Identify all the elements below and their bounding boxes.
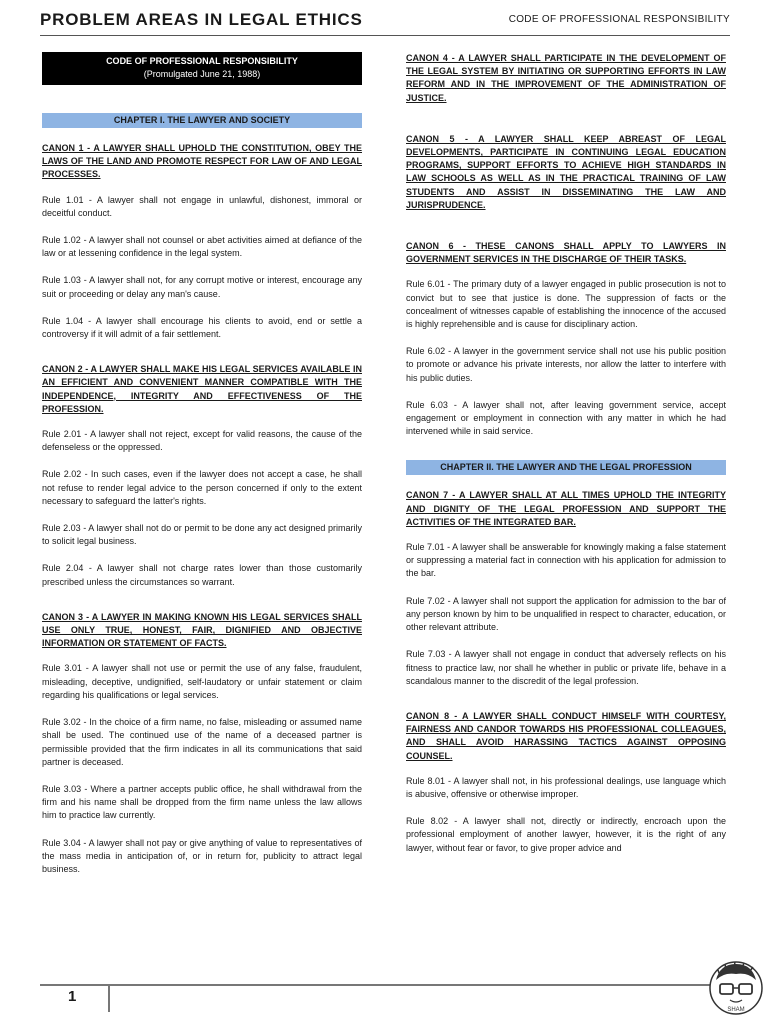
header-title: PROBLEM AREAS IN LEGAL ETHICS [40, 10, 363, 29]
left-column [42, 52, 362, 890]
canon-heading: CANON 6 - THESE CANONS SHALL APPLY TO LAWYERS IN GOVERNMENT SERVICES IN THE DISCHARGE OF THEIR TASKS. [406, 241, 726, 265]
rule-paragraph: Rule 3.04 - A lawyer shall not pay or give anything of value to representatives of the mass media in anticipation of, or in return for, publicity to attract legal business. [42, 837, 362, 874]
logo-text: SHAM [727, 1007, 745, 1013]
document-title-box [42, 52, 362, 85]
rule-paragraph: Rule 7.02 - A lawyer shall not support the application for admission to the bar of any person known by him to be unqualified in respect to character, education, or other relevant attribute. [406, 595, 726, 633]
document-title: CODE OF PROFESSIONAL RESPONSIBILITY [106, 56, 298, 66]
rule-paragraph: Rule 8.01 - A lawyer shall not, in his professional dealings, use language which is abusive, offensive or otherwise improper. [406, 775, 726, 799]
rule-paragraph: Rule 8.02 - A lawyer shall not, directly or indirectly, encroach upon the professional employment of another lawyer, however, it is the right of any lawyer, without fear or favor, to give proper advice and [406, 816, 726, 853]
rule-paragraph: Rule 2.04 - A lawyer shall not charge rates lower than those customarily prescribed unless the circumstances so warrant. [42, 563, 362, 587]
rule-paragraph: Rule 6.02 - A lawyer in the government service shall not use his public position to promote or advance his private interests, nor allow the latter to interfere with his public duties. [406, 346, 726, 383]
document-subtitle: (Promulgated June 21, 1988) [143, 69, 261, 79]
rule-paragraph: Rule 1.02 - A lawyer shall not counsel or abet activities aimed at defiance of the law or at lessening confidence in the legal system. [42, 235, 362, 259]
rule-paragraph: Rule 2.03 - A lawyer shall not do or permit to be done any act designed primarily to solicit legal business. [42, 523, 362, 547]
rule-paragraph: Rule 2.02 - In such cases, even if the lawyer does not accept a case, he shall not refuse to render legal advice to the person concerned if only to the extent necessary to safeguard the latter's rights. [42, 469, 362, 506]
page-header [40, 8, 730, 38]
rule-paragraph: Rule 1.03 - A lawyer shall not, for any corrupt motive or interest, encourage any suit or proceeding or delay any man's cause. [42, 275, 362, 299]
canon-heading: CANON 2 - A LAWYER SHALL MAKE HIS LEGAL SERVICES AVAILABLE IN AN EFFICIENT AND CONVENIENT MANNER COMPATIBLE WITH THE INDEPENDENCE, INTEGRITY AND EFFECTIVENESS OF THE PROFESSION. [42, 364, 362, 414]
chapter-heading-2: CHAPTER II. THE LAWYER AND THE LEGAL PROFESSION [406, 460, 726, 475]
page-number: 1 [68, 988, 77, 1005]
section-gap [42, 603, 362, 611]
canon-heading: CANON 8 - A LAWYER SHALL CONDUCT HIMSELF WITH COURTESY, FAIRNESS AND CANDOR TOWARDS HIS PROFESSIONAL COLLEAGUES, AND SHALL AVOID HARASSING TACTICS AGAINST OPPOSING COUNSEL. [406, 710, 726, 761]
rule-paragraph: Rule 3.02 - In the choice of a firm name, no false, misleading or assumed name shall be used. The continued use of the name of a deceased partner is permissible provided that the firm indicates in all its communications that said partner is deceased. [42, 717, 362, 767]
right-column [406, 52, 726, 869]
rule-paragraph: Rule 7.01 - A lawyer shall be answerable for knowingly making a false statement or suppressing a material fact in connection with his application for admission to the bar. [406, 542, 726, 579]
section-gap [406, 224, 726, 232]
rule-paragraph: Rule 1.01 - A lawyer shall not engage in unlawful, dishonest, immoral or deceitful conduct. [42, 194, 362, 218]
caricature-logo-icon [708, 958, 764, 1020]
section-gap [406, 117, 726, 125]
canon-heading: CANON 3 - A LAWYER IN MAKING KNOWN HIS LEGAL SERVICES SHALL USE ONLY TRUE, HONEST, FAIR, DIGNIFIED AND OBJECTIVE INFORMATION OR STATEMENT OF FACTS. [42, 611, 362, 649]
section-gap [42, 355, 362, 363]
rule-paragraph: Rule 3.03 - Where a partner accepts public office, he shall withdrawal from the firm and his name shall be dropped from the firm name unless the law allows him to practice law currently. [42, 783, 362, 821]
canon-heading: CANON 1 - A LAWYER SHALL UPHOLD THE CONSTITUTION, OBEY THE LAWS OF THE LAND AND PROMOTE RESPECT FOR LAW OF AND LEGAL PROCESSES. [42, 143, 362, 180]
rule-paragraph: Rule 2.01 - A lawyer shall not reject, except for valid reasons, the cause of the defenseless or the oppressed. [42, 429, 362, 453]
section-gap [406, 702, 726, 710]
rule-paragraph: Rule 7.03 - A lawyer shall not engage in conduct that adversely reflects on his fitness to practice law, nor shall he whether in public or private life, behave in a scandalous manner to the discredit of the legal profession. [406, 649, 726, 686]
rule-paragraph: Rule 3.01 - A lawyer shall not use or permit the use of any false, fraudulent, misleading, deceptive, undignified, self-laudatory or unfair statement or claim regarding his qualifications or legal services. [42, 663, 362, 700]
canon-heading: CANON 7 - A LAWYER SHALL AT ALL TIMES UPHOLD THE INTEGRITY AND DIGNITY OF THE LEGAL PROFESSION AND SUPPORT THE ACTIVITIES OF THE INTEGRATED BAR. [406, 490, 726, 527]
page-number-divider [108, 984, 110, 1012]
chapter-heading-1: CHAPTER I. THE LAWYER AND SOCIETY [42, 113, 362, 128]
canon-heading: CANON 5 - A LAWYER SHALL KEEP ABREAST OF LEGAL DEVELOPMENTS, PARTICIPATE IN CONTINUING LEGAL EDUCATION PROGRAMS, SUPPORT EFFORTS TO ACHIEVE HIGH STANDARDS IN LAW SCHOOLS AS WELL AS IN THE PRACTICAL TRAINING OF LAW STUDENTS AND ASSIST IN DISSEMINATING THE LAW AND JURISPRUDENCE. [406, 133, 726, 210]
rule-paragraph: Rule 6.03 - A lawyer shall not, after leaving government service, accept engagement or employment in connection with any matter in which he had intervened while in said service. [406, 399, 726, 437]
rule-paragraph: Rule 6.01 - The primary duty of a lawyer engaged in public prosecution is not to convict but to see that justice is done. The suppression of facts or the concealment of witnesses capable of establishing the innocence of the accused is highly reprehensible and is cause for disciplinary action. [406, 279, 726, 330]
header-divider [40, 35, 730, 36]
rule-paragraph: Rule 1.04 - A lawyer shall encourage his clients to avoid, end or settle a controversy if it will admit of a fair settlement. [42, 315, 362, 340]
footer-divider [40, 984, 730, 986]
section-gap [406, 125, 726, 133]
header-section-title: CODE OF PROFESSIONAL RESPONSIBILITY [508, 14, 730, 25]
section-gap [406, 452, 726, 460]
section-gap [406, 232, 726, 240]
canon-heading: CANON 4 - A LAWYER SHALL PARTICIPATE IN THE DEVELOPMENT OF THE LEGAL SYSTEM BY INITIATING OR SUPPORTING EFFORTS IN LAW REFORM AND IN THE IMPROVEMENT OF THE ADMINISTRATION OF JUSTICE. [406, 53, 726, 103]
